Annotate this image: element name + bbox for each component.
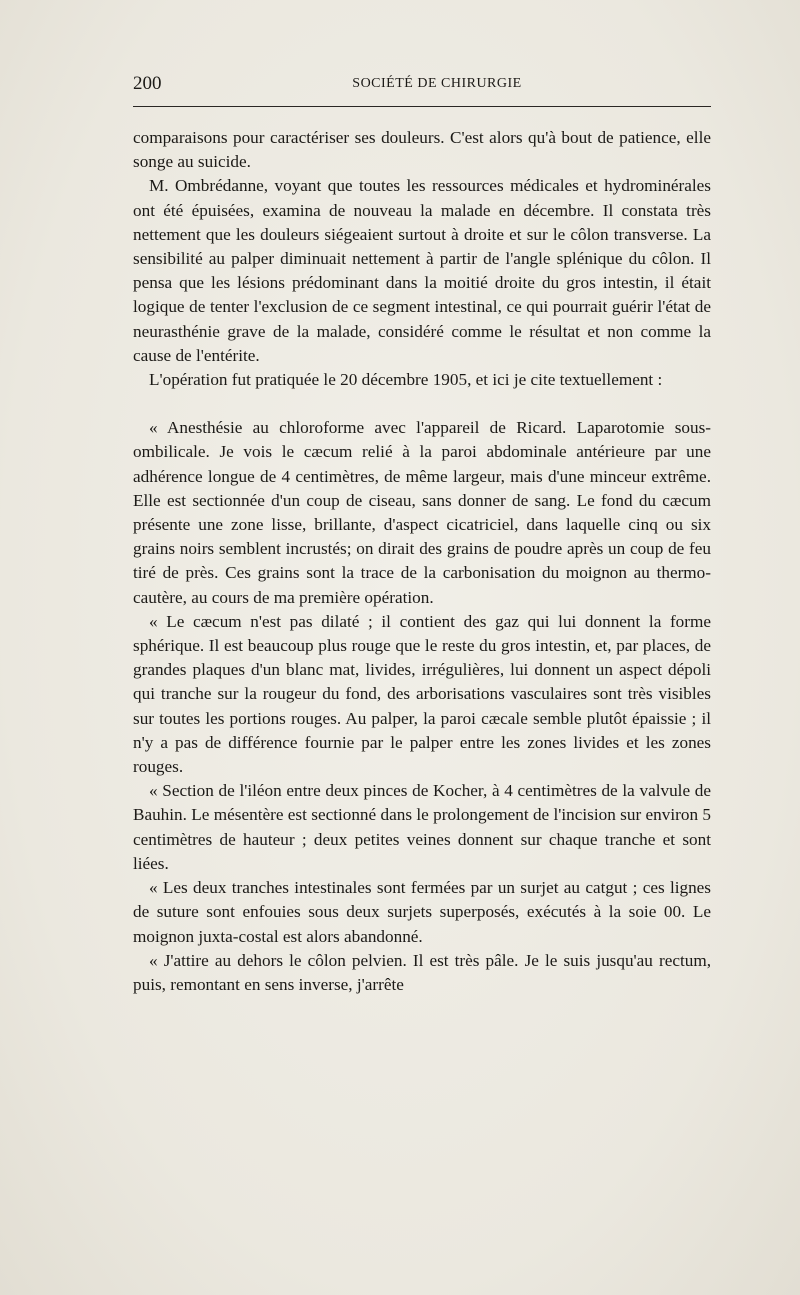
running-title: SOCIÉTÉ DE CHIRURGIE	[352, 76, 522, 91]
body-text	[133, 126, 711, 997]
quoted-paragraph: « Anesthésie au chloroforme avec l'appareil de Ricard. Laparotomie sous-ombilicale. Je vois le cæcum relié à la paroi abdominale antérieure par une adhérence longue de 4 centimètres, de même largeur, mais d'une minceur extrême. Elle est sectionnée d'un coup de ciseau, sans donner de sang. Le fond du cæcum présente une zone lisse, brillante, d'aspect cicatriciel, dans laquelle cinq ou six grains noirs semblent incrustés; on dirait des grains de poudre après un coup de feu tiré de près. Ces grains sont la trace de la carbonisation du moignon au thermo-cautère, au cours de ma première opération.	[133, 418, 711, 607]
quoted-paragraph: « Les deux tranches intestinales sont fermées par un surjet au catgut ; ces lignes de suture sont enfouies sous deux surjets superposés, exécutés à la soie 00. Le moignon juxta-costal est alors abandonné.	[133, 878, 711, 946]
page-number: 200	[133, 73, 162, 94]
quoted-paragraph: « Le cæcum n'est pas dilaté ; il contient des gaz qui lui donnent la forme sphérique. Il est beaucoup plus rouge que le reste du gros intestin, et, par places, de grandes plaques d'un blanc mat, livides, irrégulières, lui donnent un aspect dépoli qui tranche sur la rougeur du fond, des arborisations vasculaires sont très visibles sur toutes les portions rouges. Au palper, la paroi cæcale semble plutôt épaissie ; il n'y a pas de différence fournie par le palper entre les zones livides et les zones rouges.	[133, 611, 711, 777]
quoted-paragraph: « J'attire au dehors le côlon pelvien. Il est très pâle. Je le suis jusqu'au rectum, puis, remontant en sens inverse, j'arrête	[133, 950, 711, 994]
paragraph: comparaisons pour caractériser ses douleurs. C'est alors qu'à bout de patience, elle songe au suicide.	[133, 128, 711, 172]
paragraph: M. Ombrédanne, voyant que toutes les ressources médicales et hydrominérales ont été épuisées, examina de nouveau la malade en décembre. Il constata très nettement que les douleurs siégeaient surtout à droite et sur le côlon transverse. La sensibilité au palper diminuait nettement à partir de l'angle splénique du côlon. Il pensa que les lésions prédominant dans la moitié droite du gros intestin, il était logique de tenter l'exclusion de ce segment intestinal, ce qui pourrait guérir l'état de neurasthénie grave de la malade, considéré comme le résultat et non comme la cause de l'entérite.	[133, 176, 711, 365]
quoted-paragraph: « Section de l'iléon entre deux pinces de Kocher, à 4 centimètres de la valvule de Bauhin. Le mésentère est sectionné dans le prolongement de l'incision sur environ 5 centimètres de hauteur ; deux petites veines donnent sur chaque tranche et sont liées.	[133, 781, 711, 873]
paragraph: L'opération fut pratiquée le 20 décembre 1905, et ici je cite textuellement :	[149, 370, 663, 390]
page-header	[133, 70, 711, 100]
header-rule	[133, 106, 711, 107]
